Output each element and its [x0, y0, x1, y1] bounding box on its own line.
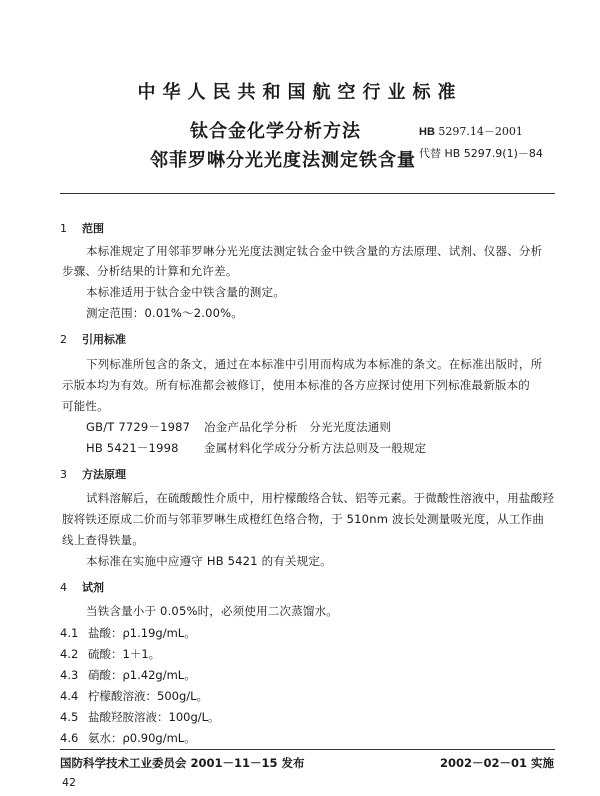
section-number: 2 — [60, 333, 67, 346]
item-number: 4.1 — [60, 626, 79, 640]
paragraph-line: 试料溶解后，在硫酸酸性介质中，用柠檬酸络合钛、铝等元素。于微酸性溶液中，用盐酸羟 — [86, 491, 554, 505]
paragraph-line: 胺将铁还原成二价而与邻菲罗啉生成橙红色络合物，于 510nm 波长处测量吸光度，从工作曲 — [62, 512, 545, 526]
paragraph-line: 示版本均为有效。所有标准都会被修订，使用本标准的各方应探讨使用下列标准最新版本的 — [62, 378, 530, 392]
paragraph-line: 可能性。 — [62, 399, 109, 413]
issue-statement: 国防科学技术工业委员会 2001－11－15 发布 — [60, 756, 305, 770]
standard-number — [419, 123, 523, 139]
section-4-heading — [60, 579, 104, 595]
section-number: 3 — [60, 468, 67, 481]
replaces-standard: 代替 HB 5297.9(1)－84 — [419, 147, 543, 160]
footer-divider — [60, 749, 555, 750]
section-2-heading — [60, 331, 126, 347]
reagent-item — [60, 730, 196, 746]
section-title: 方法原理 — [82, 468, 126, 481]
standard-prefix: HB — [419, 126, 435, 138]
item-number: 4.2 — [60, 647, 79, 661]
paragraph-line: 当铁含量小于 0.05%时，必须使用二次蒸馏水。 — [86, 604, 338, 618]
document-title-line2: 邻菲罗啉分光光度法测定铁含量 — [150, 150, 416, 171]
paragraph-line: 本标准规定了用邻菲罗啉分光光度法测定钛合金中铁含量的方法原理、试剂、仪器、分析 — [86, 244, 543, 258]
reference-item — [86, 440, 426, 456]
item-text: 氨水：ρ0.90g/mL。 — [88, 731, 196, 745]
paragraph-line: 线上查得铁量。 — [62, 533, 144, 547]
item-text: 硝酸：ρ1.42g/mL。 — [88, 668, 196, 682]
section-title: 试剂 — [82, 581, 104, 594]
item-text: 硫酸：1＋1。 — [88, 647, 161, 661]
section-title: 引用标准 — [82, 333, 126, 346]
reference-code: HB 5421－1998 — [86, 441, 179, 455]
implementation-date: 2002－02－01 实施 — [439, 756, 554, 770]
reference-title: 冶金产品化学分析 分光光度法通则 — [204, 420, 392, 434]
item-text: 盐酸羟胺溶液：100g/L。 — [88, 710, 220, 724]
paragraph-line: 步骤、分析结果的计算和允许差。 — [62, 264, 238, 278]
item-number: 4.5 — [60, 710, 79, 724]
section-number: 1 — [60, 222, 67, 235]
header-title: 中华人民共和国航空行业标准 — [137, 82, 463, 103]
document-title-line1: 钛合金化学分析方法 — [190, 121, 361, 142]
reagent-item — [60, 646, 160, 662]
reagent-item — [60, 709, 220, 725]
section-number: 4 — [60, 581, 67, 594]
reference-item — [86, 419, 391, 435]
paragraph-line: 测定范围：0.01%～2.00%。 — [86, 306, 243, 320]
title-divider — [60, 193, 555, 194]
page-number: 42 — [62, 776, 76, 789]
standard-code: 5297.14－2001 — [438, 125, 523, 138]
section-title: 范围 — [82, 222, 104, 235]
reagent-item — [60, 688, 208, 704]
item-number: 4.4 — [60, 689, 79, 703]
paragraph-line: 本标准在实施中应遵守 HB 5421 的有关规定。 — [86, 554, 332, 568]
paragraph-line: 本标准适用于钛合金中铁含量的测定。 — [86, 285, 285, 299]
item-number: 4.3 — [60, 668, 79, 682]
reagent-item — [60, 625, 196, 641]
paragraph-line: 下列标准所包含的条文，通过在本标准中引用而构成为本标准的条文。在标准出版时，所 — [86, 357, 543, 371]
reference-code: GB/T 7729－1987 — [86, 420, 191, 434]
section-3-heading — [60, 466, 126, 482]
item-text: 柠檬酸溶液：500g/L。 — [88, 689, 209, 703]
reagent-item — [60, 667, 196, 683]
item-text: 盐酸：ρ1.19g/mL。 — [88, 626, 196, 640]
item-number: 4.6 — [60, 731, 79, 745]
reference-title: 金属材料化学成分分析方法总则及一般规定 — [204, 441, 427, 455]
section-1-heading — [60, 220, 104, 236]
